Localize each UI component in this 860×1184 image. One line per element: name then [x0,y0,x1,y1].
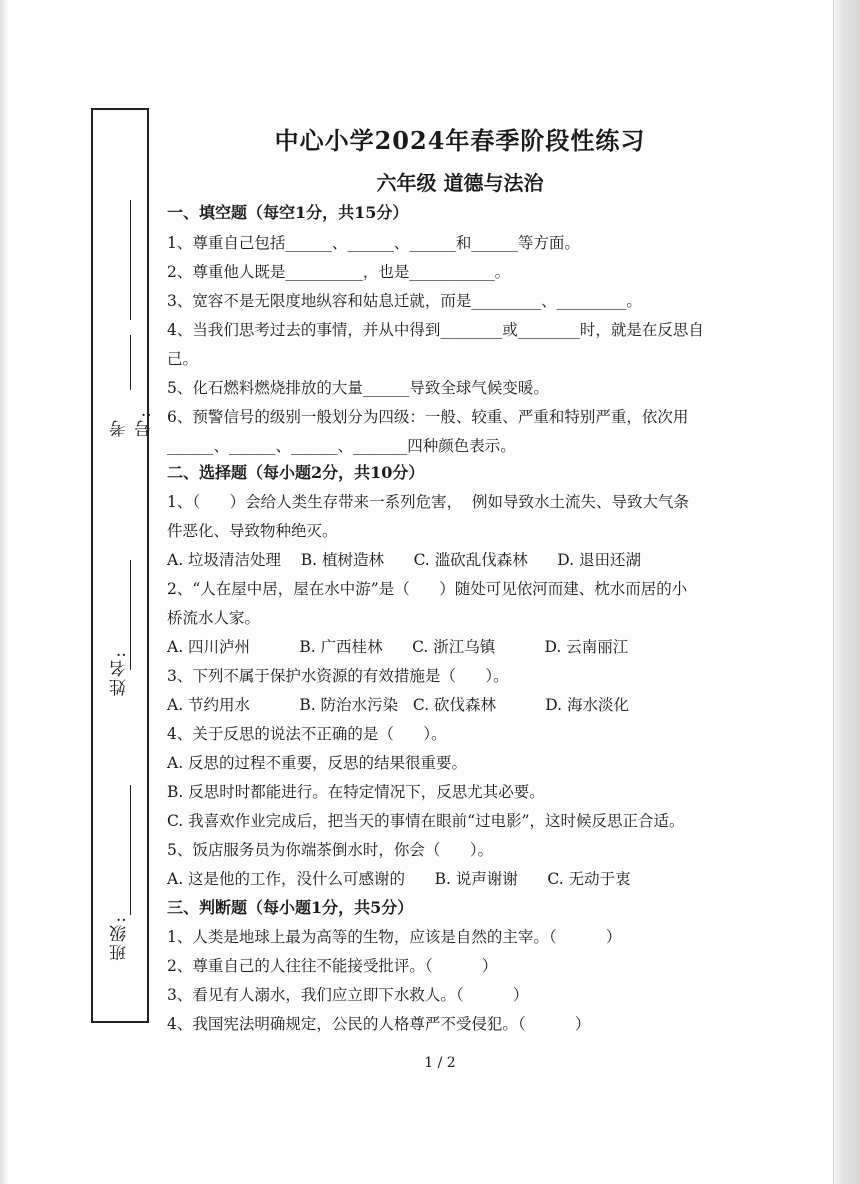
exam-number-line [130,200,131,320]
question-line: 2、尊重他人既是__________，也是___________。 [167,263,511,281]
class-line [130,785,131,915]
question-line: 3、宽容不是无限度地纵容和姑息迁就，而是_________、_________。 [167,292,642,310]
scan-edge-left [0,0,8,1184]
option-line: A. 四川泸州 B. 广西桂林 C. 浙江乌镇 D. 云南丽江 [167,638,629,656]
class-label: 班级: [110,915,130,961]
section-heading: 二、选择题（每小题2分，共10分） [167,463,425,482]
section-heading: 三、判断题（每小题1分，共5分） [167,898,414,917]
exam-number-field [93,110,155,437]
question-line: 桥流水人家。 [167,609,261,627]
question-line: 1、人类是地球上最为高等的生物，应该是自然的主宰。（ ） [167,928,622,946]
option-line: A. 反思的过程不重要，反思的结果很重要。 [167,754,468,772]
option-line: A. 这是他的工作，没什么可感谢的 B. 说声谢谢 C. 无动于衷 [167,870,631,888]
question-line: 件恶化、导致物种绝灭。 [167,522,338,540]
name-label: 姓名: [110,650,130,696]
option-line: A. 节约用水 B. 防治水污染 C. 砍伐森林 D. 海水淡化 [167,696,630,714]
question-line: 1、尊重自己包括______、______、______和______等方面。 [167,234,580,252]
question-line: 5、饭店服务员为你端茶倒水时，你会（ ）。 [167,841,494,859]
question-line: 2、“人在屋中居，屋在水中游”是（ ）随处可见依河而建、枕水而居的小 [167,580,688,598]
question-line: 4、我国宪法明确规定，公民的人格尊严不受侵犯。（ ） [167,1015,591,1033]
question-line: 5、化石燃料燃烧排放的大量______导致全球气候变暖。 [167,379,549,397]
exam-number-label: 考号: [110,410,155,437]
question-line: ______、______、______、_______四种颜色表示。 [167,437,516,455]
question-line: 4、当我们思考过去的事情，并从中得到________或________时，就是在反思自 [167,321,704,339]
question-line: 4、关于反思的说法不正确的是（ ）。 [167,725,447,743]
question-line: 3、下列不属于保护水资源的有效措施是（ ）。 [167,667,509,685]
section-heading: 一、填空题（每空1分，共15分） [167,203,409,222]
class-field [93,770,151,1020]
page-number: 1 / 2 [424,1055,456,1071]
option-line: C. 我喜欢作业完成后，把当天的事情在眼前“过电影”，这时候反思正合适。 [167,812,685,830]
option-line: A. 垃圾清洁处理 B. 植树造林 C. 滥砍乱伐森林 D. 退田还湖 [167,551,642,569]
exam-title: 中心小学2024年春季阶段性练习 [274,126,646,155]
exam-number-line-lower [130,335,131,390]
question-line: 2、尊重自己的人往往不能接受批评。（ ） [167,957,498,975]
scan-edge-right [833,0,860,1184]
question-line: 3、看见有人溺水，我们应立即下水救人。（ ） [167,986,529,1004]
question-line: 己。 [167,350,199,368]
option-line: B. 反思时时都能进行。在特定情况下，反思尤其必要。 [167,783,545,801]
question-line: 6、预警信号的级别一般划分为四级：一般、较重、严重和特别严重，依次用 [167,408,689,426]
name-field [93,530,151,730]
binding-strip [91,108,155,1023]
question-line: 1、（ ）会给人类生存带来一系列危害， 例如导致水土流失、导致大气条 [167,493,690,511]
exam-subtitle: 六年级 道德与法治 [376,171,544,195]
